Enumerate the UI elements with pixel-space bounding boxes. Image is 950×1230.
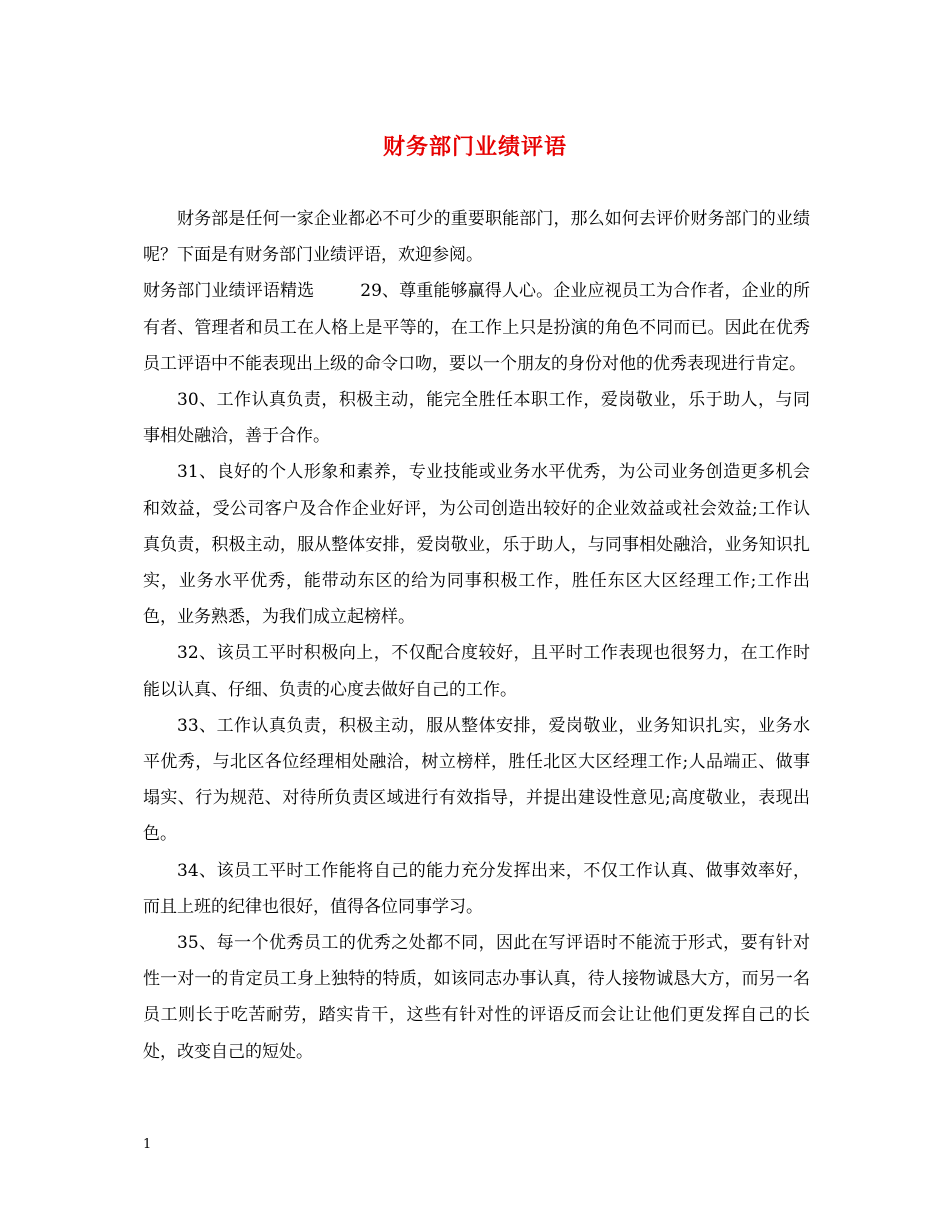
item-31-paragraph: 31、良好的个人形象和素养，专业技能或业务水平优秀，为公司业务创造更多机会和效益，受公司客户及合作企业好评，为公司创造出较好的企业效益或社会效益;工作认真负责，积极主动，服从整体安排，爱岗敬业，乐于助人，与同事相处融洽，业务知识扎实，业务水平优秀，能带动东区的给为同事积极工作，胜任东区大区经理工作;工作出色，业务熟悉，为我们成立起榜样。 [143,462,810,628]
item-34-paragraph: 34、该员工平时工作能将自己的能力充分发挥出来，不仅工作认真、做事效率好，而且上班的纪律也很好，值得各位同事学习。 [143,860,810,917]
item-33-paragraph: 33、工作认真负责，积极主动，服从整体安排，爱岗敬业，业务知识扎实，业务水平优秀，与北区各位经理相处融洽，树立榜样，胜任北区大区经理工作;人品端正、做事塌实、行为规范、对待所负责区域进行有效指导，并提出建设性意见;高度敬业，表现出色。 [143,715,810,845]
item-29-paragraph [143,273,810,382]
item-35-paragraph: 35、每一个优秀员工的优秀之处都不同，因此在写评语时不能流于形式，要有针对性一对一的肯定员工身上独特的特质，如该同志办事认真，待人接物诚恳大方，而另一名员工则长于吃苦耐劳，踏实肯干，这些有针对性的评语反而会让让他们更发挥自己的长处，改变自己的短处。 [143,933,810,1062]
intro-paragraph: 财务部是任何一家企业都必不可少的重要职能部门，那么如何去评价财务部门的业绩呢？下面是有财务部门业绩评语，欢迎参阅。 [143,209,810,266]
page-number: 1 [143,1137,152,1152]
item-29-text: 29、尊重能够赢得人心。企业应视员工为合作者，企业的所有者、管理者和员工在人格上是平等的，在工作上只是扮演的角色不同而已。因此在优秀员工评语中不能表现出上级的命令口吻，要以一个朋友的身份对他的优秀表现进行肯定。 [143,281,810,374]
document-body [143,201,810,1070]
document-title: 财务部门业绩评语 [382,134,567,160]
section-heading: 财务部门业绩评语精选 [143,281,315,302]
item-30-paragraph: 30、工作认真负责，积极主动，能完全胜任本职工作，爱岗敬业，乐于助人，与同事相处融洽，善于合作。 [143,390,810,447]
item-32-paragraph: 32、该员工平时积极向上，不仅配合度较好，且平时工作表现也很努力，在工作时能以认真、仔细、负责的心度去做好自己的工作。 [143,643,810,700]
